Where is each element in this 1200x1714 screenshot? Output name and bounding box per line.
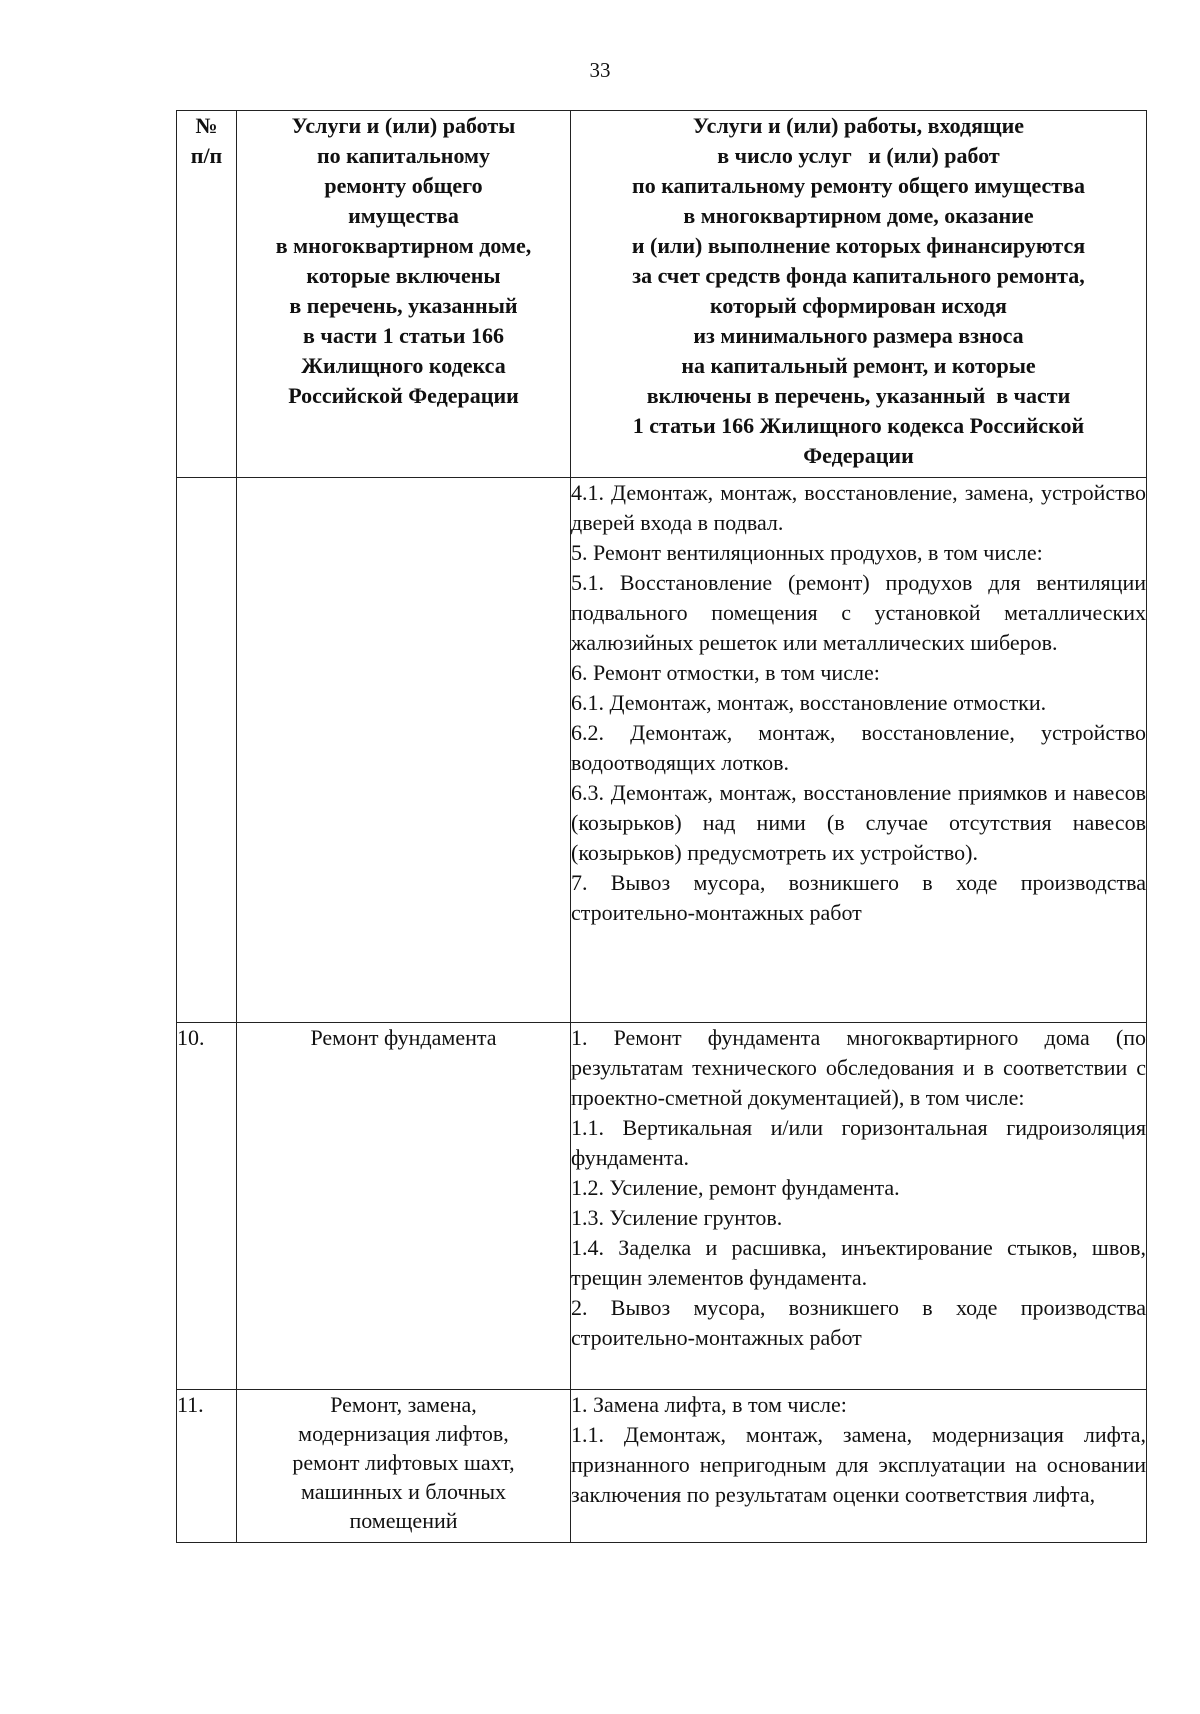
header-included-line: по капитальному ремонту общего имущества	[632, 173, 1085, 198]
row-service-name-cell	[237, 1023, 571, 1390]
work-item: 6. Ремонт отмостки, в том числе:	[571, 660, 880, 685]
row-works-cell	[571, 1023, 1147, 1390]
work-item: 4.1. Демонтаж, монтаж, восстановление, замена, устройство дверей входа в подвал.	[571, 480, 1146, 535]
header-included-line: включены в перечень, указанный в части	[646, 383, 1071, 408]
header-services-line: ремонту общего	[324, 173, 483, 198]
row-works-cell	[571, 478, 1147, 1023]
capital-repair-table	[176, 110, 1147, 1543]
table-row	[177, 1390, 1147, 1543]
header-services-line: Жилищного кодекса	[301, 353, 506, 378]
row-service-name-cell	[237, 478, 571, 1023]
header-services-line: в части 1 статьи 166	[303, 323, 504, 348]
table-header-row	[177, 111, 1147, 478]
work-item: 2. Вывоз мусора, возникшего в ходе производства строительно-монтажных работ	[571, 1295, 1146, 1350]
header-number-line: п/п	[190, 143, 223, 168]
header-number-line: №	[195, 113, 218, 138]
header-services-line: в многоквартирном доме,	[275, 233, 532, 258]
service-name-line: помещений	[349, 1508, 458, 1533]
work-item: 1. Ремонт фундамента многоквартирного дома (по результатам технического обследования и в соответствии с проектно-сметной документацией), в том числе:	[571, 1025, 1146, 1110]
header-included-line: который сформирован исходя	[710, 293, 1007, 318]
header-included-line: в число услуг и (или) работ	[717, 143, 1000, 168]
header-included-line: в многоквартирном доме, оказание	[683, 203, 1034, 228]
work-item: 5. Ремонт вентиляционных продухов, в том числе:	[571, 540, 1043, 565]
table-row	[177, 1023, 1147, 1390]
header-included-line: за счет средств фонда капитального ремонта,	[632, 263, 1085, 288]
table-row	[177, 478, 1147, 1023]
header-number-cell	[177, 111, 237, 478]
header-services-line: имущества	[348, 203, 459, 228]
work-item: 1.1. Демонтаж, монтаж, замена, модернизация лифта, признанного непригодным для эксплуатации на основании заключения по результатам оценки соответствия лифта,	[571, 1422, 1146, 1507]
row-number-cell: 11.	[177, 1390, 237, 1543]
work-item: 6.3. Демонтаж, монтаж, восстановление приямков и навесов (козырьков) над ними (в случае отсутствия навесов (козырьков) предусмотреть их устройство).	[571, 780, 1146, 865]
service-name-line: Ремонт, замена,	[330, 1392, 477, 1417]
header-included-line: на капитальный ремонт, и которые	[681, 353, 1036, 378]
row-number-cell: 10.	[177, 1023, 237, 1390]
work-item: 7. Вывоз мусора, возникшего в ходе производства строительно-монтажных работ	[571, 870, 1146, 925]
work-item: 1.1. Вертикальная и/или горизонтальная гидроизоляция фундамента.	[571, 1115, 1146, 1170]
work-item: 5.1. Восстановление (ремонт) продухов для вентиляции подвального помещения с установкой металлических жалюзийных решеток или металлических шиберов.	[571, 570, 1146, 655]
header-included-line: из минимального размера взноса	[693, 323, 1024, 348]
row-service-name-cell	[237, 1390, 571, 1543]
work-item: 6.1. Демонтаж, монтаж, восстановление отмостки.	[571, 690, 1047, 715]
work-item: 1.3. Усиление грунтов.	[571, 1205, 783, 1230]
service-name-line: модернизация лифтов,	[298, 1421, 509, 1446]
page-number: 33	[589, 58, 611, 82]
header-included-services-cell	[571, 111, 1147, 478]
header-included-line: 1 статьи 166 Жилищного кодекса Российской	[632, 413, 1085, 438]
work-item: 6.2. Демонтаж, монтаж, восстановление, устройство водоотводящих лотков.	[571, 720, 1146, 775]
header-services-line: в перечень, указанный	[289, 293, 518, 318]
header-services-line: которые включены	[306, 263, 501, 288]
row-works-cell	[571, 1390, 1147, 1543]
service-name-line: машинных и блочных	[300, 1479, 507, 1504]
work-item: 1. Замена лифта, в том числе:	[571, 1392, 847, 1417]
service-name-line: ремонт лифтовых шахт,	[292, 1450, 515, 1475]
row-number-cell	[177, 478, 237, 1023]
work-item: 1.2. Усиление, ремонт фундамента.	[571, 1175, 900, 1200]
service-name-line: Ремонт фундамента	[310, 1025, 497, 1050]
header-included-line: и (или) выполнение которых финансируются	[631, 233, 1086, 258]
header-services-line: по капитальному	[316, 143, 491, 168]
header-included-line: Федерации	[803, 443, 914, 468]
work-item: 1.4. Заделка и расшивка, инъектирование стыков, швов, трещин элементов фундамента.	[571, 1235, 1146, 1290]
header-services-line: Российской Федерации	[288, 383, 519, 408]
header-included-line: Услуги и (или) работы, входящие	[692, 113, 1025, 138]
header-services-line: Услуги и (или) работы	[291, 113, 516, 138]
header-services-cell	[237, 111, 571, 478]
